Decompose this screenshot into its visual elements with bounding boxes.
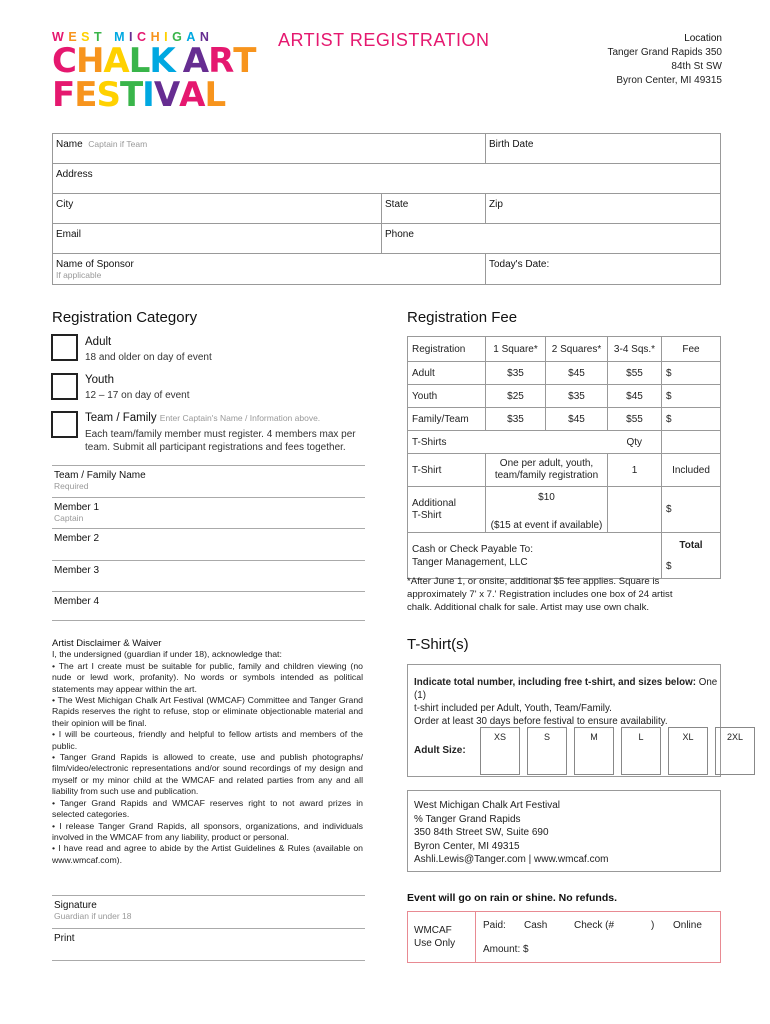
team-fee-input[interactable]: $: [662, 408, 721, 431]
qty-label: Qty: [608, 431, 662, 454]
logo-letter: N: [199, 30, 214, 44]
logo-letter: E: [74, 75, 97, 115]
team-checkbox[interactable]: [51, 411, 78, 438]
adult-sub: 18 and older on day of event: [85, 352, 212, 363]
member4-field[interactable]: Member 4: [52, 591, 365, 611]
youth-sub: 12 – 17 on day of event: [85, 390, 190, 401]
logo-letter: C: [137, 30, 151, 44]
adult-size-label: Adult Size:: [414, 745, 466, 756]
todays-date-field[interactable]: Today's Date:: [485, 254, 720, 285]
logo-letter: M: [114, 30, 130, 44]
registration-fee-table: Registration 1 Square* 2 Squares* 3-4 Sqs.* Fee Adult $35 $45 $55 $ Youth $25 $35 $45 $ Family/Team $35 $45 $55 $ T-Shirts Qty T-Shirt One per adult, youth, team/family registration 1 Included Additional T-Shirt $10 ($15 at event if available) $ Cash or Check Payable To: Tanger Management, LLC Total $: [407, 336, 721, 579]
col-fee: Fee: [662, 337, 721, 362]
fee-note: *After June 1, or onsite, additional $5 fee applies. Square is approximately 7' x 7.' Registration includes one box of 24 artist chalk. Additional chalk for sale. Artist may use own chalk.: [407, 576, 673, 613]
col-3-4-squares: 3-4 Sqs.*: [608, 337, 662, 362]
page-title: ARTIST REGISTRATION: [278, 30, 490, 50]
logo-letter: F: [52, 75, 75, 115]
mailing-address: West Michigan Chalk Art Festival % Tanger Grand Rapids 350 84th Street SW, Suite 690 Byron Center, MI 49315 Ashli.Lewis@Tanger.com | www.wmcaf.com: [407, 790, 721, 872]
size-grid: [480, 727, 755, 775]
col-registration: Registration: [408, 337, 486, 362]
birth-date-field[interactable]: Birth Date: [485, 134, 720, 163]
logo-letter: S: [96, 75, 120, 115]
state-field[interactable]: State: [381, 194, 485, 223]
registration-category-heading: Registration Category: [52, 309, 198, 326]
member1-field[interactable]: Member 1 Captain: [52, 497, 365, 528]
logo-line-chalk-art: [52, 41, 256, 81]
logo-line-festival: [52, 75, 226, 115]
youth-label: Youth: [85, 374, 114, 386]
team-name-field[interactable]: Team / Family Name Required: [52, 465, 365, 496]
logo-letter: L: [204, 75, 226, 115]
name-field[interactable]: Name Captain if Team: [56, 139, 148, 150]
logo-letter: H: [75, 41, 104, 81]
logo-letter: E: [68, 30, 82, 44]
table-row: Adult $35 $45 $55 $: [408, 362, 721, 385]
sponsor-field[interactable]: Name of Sponsor If applicable: [56, 259, 134, 280]
adult-fee-input[interactable]: $: [662, 362, 721, 385]
adult-checkbox[interactable]: [51, 334, 78, 361]
logo-letter: L: [128, 41, 150, 81]
col-2-squares: 2 Squares*: [546, 337, 608, 362]
artist-disclaimer: Artist Disclaimer & Waiver I, the undersigned (guardian if under 18), acknowledge that: • The art I create must be suitable for public, family and children viewing (no nude or lewd work, profanity). No words or symbols intended as political statements may appear within the art. • The West Michigan Chalk Art Festival (WMCAF) Committee and Tanger Grand Rapids reserves the right to refuse, stop or eliminate objectionable material and their opinion will be final. • I will be courteous, friendly and helpful to fellow artists and members of the public. • Tanger Grand Rapids is allowed to create, use and publish photographs/ film/video/electronic representations and/or sound recordings of my design and myself or my minor child at the WMCAF and related parties from any and all liability from such use and publication. • Tanger Grand Rapids and WMCAF reserves right to not award prizes in selected categories. • I release Tanger Grand Rapids, all sponsors, organizations, and individuals involved in the WMCAF from any liability, product or personal. • I have read and agree to abide by the Artist Guidelines & Rules (available on www.wmcaf.com).: [52, 638, 363, 865]
logo-letter: A: [182, 41, 209, 81]
registration-fee-heading: Registration Fee: [407, 309, 518, 326]
logo-letter: A: [103, 41, 129, 81]
logo-letter: I: [129, 30, 138, 44]
size-2xl-input[interactable]: 2XL: [715, 727, 755, 775]
tshirt-instructions: Indicate total number, including free t-shirt, and sizes below: One (1) t-shirt included per Adult, Youth, Team/Family. Order at least 30 days before festival to ensure availability.: [414, 677, 718, 727]
team-label: Team / Family Enter Captain's Name / Information above.: [85, 412, 321, 424]
size-l-input[interactable]: L: [621, 727, 661, 775]
member3-field[interactable]: Member 3: [52, 560, 365, 580]
logo-letter: S: [81, 30, 94, 44]
tshirts-label: T-Shirts: [408, 431, 608, 454]
phone-field[interactable]: Phone: [381, 224, 720, 253]
city-field[interactable]: City: [56, 199, 74, 210]
logo-letter: G: [172, 30, 187, 44]
logo-letter: H: [150, 30, 165, 44]
divider: [52, 620, 365, 621]
email-field[interactable]: Email: [56, 229, 82, 240]
address-field[interactable]: Address: [56, 169, 93, 180]
logo-letter: I: [142, 75, 154, 115]
size-m-input[interactable]: M: [574, 727, 614, 775]
logo-letter: A: [179, 75, 205, 115]
logo-letter: C: [52, 41, 76, 81]
size-xl-input[interactable]: XL: [668, 727, 708, 775]
member2-field[interactable]: Member 2: [52, 528, 365, 548]
table-row: Youth $25 $35 $45 $: [408, 385, 721, 408]
logo-letter: I: [164, 30, 173, 44]
logo-letter: T: [119, 75, 143, 115]
youth-fee-input[interactable]: $: [662, 385, 721, 408]
signature-field[interactable]: Signature Guardian if under 18: [52, 895, 365, 926]
logo-letter: T: [94, 30, 107, 44]
rain-notice: Event will go on rain or shine. No refunds.: [407, 892, 618, 904]
size-xs-input[interactable]: XS: [480, 727, 520, 775]
col-1-square: 1 Square*: [486, 337, 546, 362]
team-sub: Each team/family member must register. 4 members max per team. Submit all participant registrations and fees together.: [85, 429, 356, 453]
location-block: Location Tanger Grand Rapids 350 84th St SW Byron Center, MI 49315: [607, 33, 722, 86]
logo-letter: A: [186, 30, 200, 44]
size-s-input[interactable]: S: [527, 727, 567, 775]
adult-label: Adult: [85, 336, 112, 348]
office-use-label: WMCAF Use Only: [408, 912, 476, 962]
contact-info-table: [52, 133, 721, 285]
logo-letter: W: [52, 30, 69, 44]
logo-letter: V: [153, 75, 180, 115]
additional-fee-input[interactable]: $: [662, 487, 721, 533]
tshirts-heading: T-Shirt(s): [407, 636, 469, 653]
logo-letter: R: [208, 41, 234, 81]
logo-letter: K: [149, 41, 175, 81]
logo-letter: T: [233, 41, 256, 81]
office-use-box: WMCAF Use Only Paid: Cash Check (# ) Online Amount: $: [407, 911, 721, 963]
youth-checkbox[interactable]: [51, 373, 78, 400]
table-row: Family/Team $35 $45 $55 $: [408, 408, 721, 431]
divider: [52, 960, 365, 961]
total-fee-input[interactable]: $: [666, 560, 672, 572]
print-field[interactable]: Print: [52, 928, 365, 948]
zip-field[interactable]: Zip: [485, 194, 720, 223]
additional-qty-input[interactable]: [608, 487, 662, 533]
